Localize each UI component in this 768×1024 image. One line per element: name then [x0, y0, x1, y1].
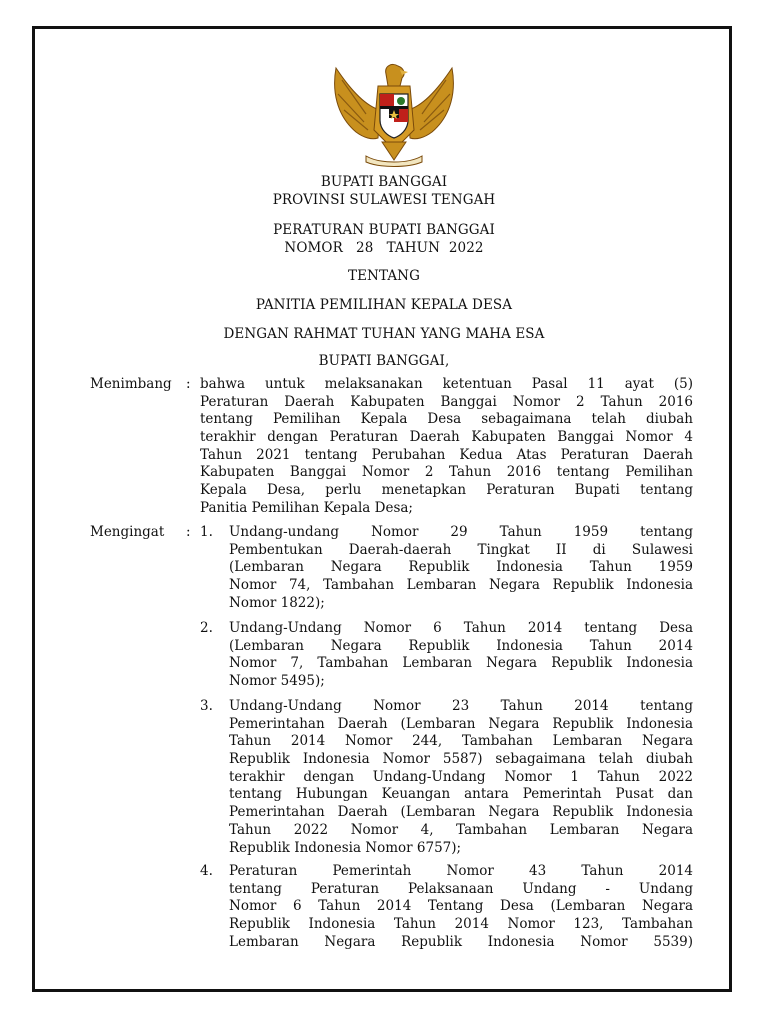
text-line: Nomor 74, Tambahan Lembaran Negara Republik Indonesia: [229, 577, 693, 594]
text-line: tentang Hubungan Keuangan antara Pemerintah Pusat dan: [229, 786, 693, 803]
text-line: Nomor 6 Tahun 2014 Tentang Desa (Lembaran Negara: [229, 898, 693, 915]
header-bupati: BUPATI BANGGAI: [320, 174, 448, 190]
menimbang-label: Menimbang: [90, 376, 172, 392]
text-line: Kepala Desa, perlu menetapkan Peraturan Bupati tentang: [200, 482, 693, 499]
header-bupati-banggai: BUPATI BANGGAI,: [318, 353, 450, 369]
mengingat-colon: :: [186, 524, 191, 540]
text-line: Peraturan Daerah Kabupaten Banggai Nomor 2 Tahun 2016: [200, 393, 693, 410]
menimbang-paragraph: [200, 376, 693, 518]
garuda-emblem: [326, 60, 462, 170]
list-item-number: 1.: [200, 524, 213, 540]
header-peraturan: PERATURAN BUPATI BANGGAI: [273, 222, 495, 238]
list-item-number: 4.: [200, 863, 213, 879]
text-line: Peraturan Pemerintah Nomor 43 Tahun 2014: [229, 863, 693, 879]
list-item: [229, 698, 693, 857]
text-line: Pembentukan Daerah-daerah Tingkat II di Sulawesi: [229, 541, 693, 558]
text-line: Pemerintahan Daerah (Lembaran Negara Republik Indonesia: [229, 715, 693, 732]
text-line: Republik Indonesia Nomor 6757);: [229, 839, 462, 856]
text-line: bahwa untuk melaksanakan ketentuan Pasal 11 ayat (5): [200, 376, 693, 392]
text-line: tentang Pemilihan Kepala Desa sebagaimana telah diubah: [200, 411, 693, 428]
text-line: tentang Peraturan Pelaksanaan Undang - Undang: [229, 880, 693, 897]
header-provinsi: PROVINSI SULAWESI TENGAH: [272, 192, 496, 208]
text-line: Tahun 2021 tentang Perubahan Kedua Atas Peraturan Daerah: [200, 446, 693, 463]
header-rahmat: DENGAN RAHMAT TUHAN YANG MAHA ESA: [223, 326, 545, 342]
text-line: Republik Indonesia Tahun 2014 Nomor 123, Tambahan: [229, 916, 693, 933]
list-item-number: 2.: [200, 620, 213, 636]
text-line: terakhir dengan Undang-Undang Nomor 1 Tahun 2022: [229, 768, 693, 785]
header-nomor: NOMOR 28 TAHUN 2022: [284, 240, 484, 256]
text-line: Panitia Pemilihan Kepala Desa;: [200, 499, 413, 516]
text-line: Republik Indonesia Nomor 5587) sebagaimana telah diubah: [229, 751, 693, 768]
menimbang-colon: :: [186, 376, 191, 392]
mengingat-label: Mengingat: [90, 524, 165, 540]
text-line: Undang-Undang Nomor 23 Tahun 2014 tentang: [229, 698, 693, 714]
list-item: [229, 863, 693, 951]
text-line: Undang-Undang Nomor 6 Tahun 2014 tentang Desa: [229, 620, 693, 636]
text-line: Nomor 5495);: [229, 673, 325, 690]
text-line: Nomor 1822);: [229, 594, 325, 611]
document-title: PANITIA PEMILIHAN KEPALA DESA: [255, 297, 513, 313]
text-line: Pemerintahan Daerah (Lembaran Negara Republik Indonesia: [229, 804, 693, 821]
text-line: Kabupaten Banggai Nomor 2 Tahun 2016 tentang Pemilihan: [200, 464, 693, 481]
text-line: Undang-undang Nomor 29 Tahun 1959 tentang: [229, 524, 693, 540]
text-line: (Lembaran Negara Republik Indonesia Tahun 2014: [229, 637, 693, 654]
text-line: Nomor 7, Tambahan Lembaran Negara Republik Indonesia: [229, 655, 693, 672]
text-line: terakhir dengan Peraturan Daerah Kabupaten Banggai Nomor 4: [200, 429, 693, 446]
text-line: (Lembaran Negara Republik Indonesia Tahun 1959: [229, 559, 693, 576]
list-item: [229, 620, 693, 691]
list-item-number: 3.: [200, 698, 213, 714]
text-line: Tahun 2014 Nomor 244, Tambahan Lembaran Negara: [229, 733, 693, 750]
list-item: [229, 524, 693, 612]
text-line: Lembaran Negara Republik Indonesia Nomor 5539): [229, 933, 693, 950]
text-line: Tahun 2022 Nomor 4, Tambahan Lembaran Negara: [229, 821, 693, 838]
header-tentang: TENTANG: [348, 268, 420, 284]
